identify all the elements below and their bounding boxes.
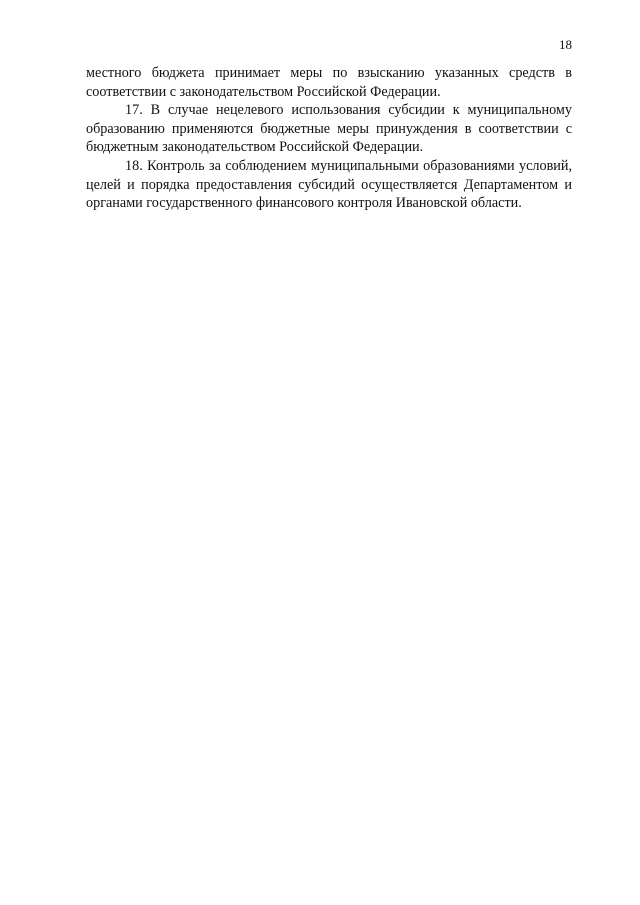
- paragraph-continuation: местного бюджета принимает меры по взысканию указанных средств в соответствии с законодательством Российской Федерации.: [86, 65, 572, 100]
- paragraph-item-18: 18. Контроль за соблюдением муниципальными образованиями условий, целей и порядка предоставления субсидий осуществляется Департаментом и органами государственного финансового контроля Ивановской области.: [86, 157, 572, 212]
- paragraph-item-17: 17. В случае нецелевого использования субсидии к муниципальному образованию применяются бюджетные меры принуждения в соответствии с бюджетным законодательством Российской Федерации.: [86, 102, 572, 156]
- document-body: [86, 64, 572, 213]
- page-number: 18: [559, 37, 572, 52]
